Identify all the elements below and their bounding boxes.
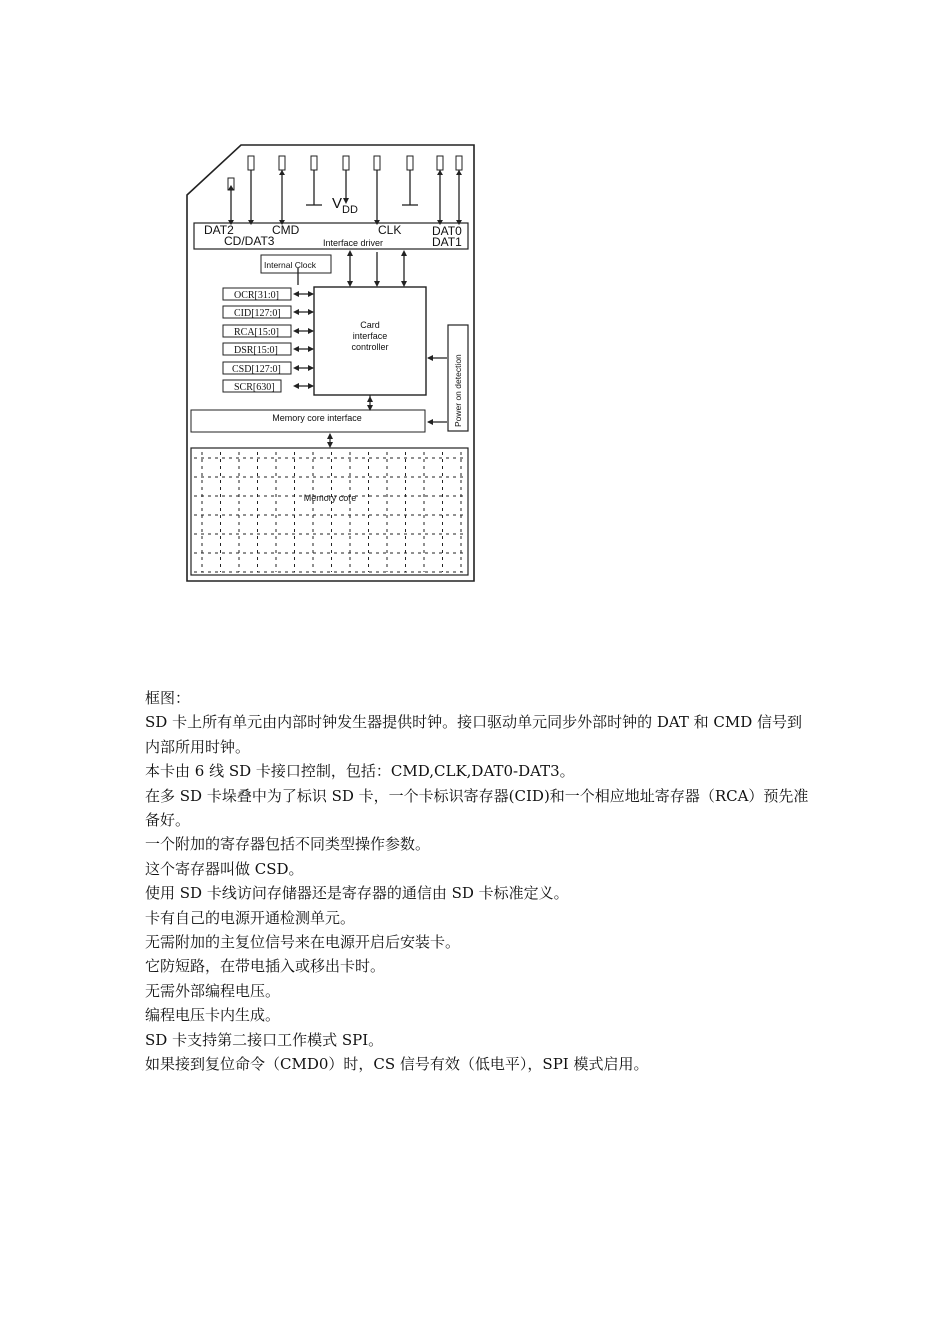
pin-arrows	[228, 170, 462, 225]
vdd-label: V	[332, 195, 343, 212]
pin-label-cd-dat3: CD/DAT3	[224, 234, 275, 248]
register-ocr: OCR[31:0]	[234, 290, 279, 301]
register-dsr: DSR[15:0]	[234, 345, 278, 356]
paragraph: 无需外部编程电压。	[145, 981, 281, 1000]
paragraph: 卡有自己的电源开通检测单元。	[145, 908, 356, 927]
paragraph: 一个附加的寄存器包括不同类型操作参数。	[145, 835, 431, 854]
interface-driver-label: Interface driver	[323, 238, 384, 248]
paragraph: SD 卡支持第二接口工作模式 SPI。	[145, 1030, 384, 1049]
pin-label-dat0: DAT0	[432, 224, 462, 238]
controller-label-2: interface	[352, 331, 388, 341]
register-boxes	[223, 288, 291, 392]
memory-core-label: Memory core	[303, 493, 357, 503]
controller-label-3: controller	[351, 342, 389, 352]
card-outline	[187, 145, 474, 581]
pin-contacts	[228, 156, 462, 190]
internal-clock-label: Internal Clock	[264, 260, 316, 270]
card-interface-controller-box	[314, 287, 426, 395]
pin-label-dat1: DAT1	[432, 235, 462, 249]
register-scr: SCR[630]	[234, 382, 275, 393]
paragraph: 如果接到复位命令（CMD0）时，CS 信号有效（低电平），SPI 模式启用。	[145, 1055, 649, 1074]
pin-label-cmd: CMD	[272, 223, 300, 237]
paragraph: 这个寄存器叫做 CSD。	[145, 859, 304, 878]
vdd-subscript: DD	[342, 204, 358, 216]
controller-label-1: Card	[360, 320, 380, 330]
power-detection-label: Power on detection	[453, 354, 463, 427]
paragraph: 无需附加的主复位信号来在电源开启后安装卡。	[145, 933, 461, 952]
pin-label-dat2: DAT2	[204, 223, 234, 237]
sd-card-block-diagram	[180, 140, 480, 585]
paragraph: 在多 SD 卡垛叠中为了标识 SD 卡，一个卡标识寄存器(CID)和一个相应地址寄存器（RCA）预先准备好。	[145, 786, 809, 830]
register-rca: RCA[15:0]	[234, 327, 279, 338]
pin-label-clk: CLK	[378, 223, 402, 237]
paragraph: 编程电压卡内生成。	[145, 1006, 281, 1025]
paragraph: 它防短路，在带电插入或移出卡时。	[145, 957, 386, 976]
document-body	[145, 686, 815, 1077]
register-links	[295, 294, 313, 386]
memory-core-box	[191, 448, 468, 575]
heading-block-diagram: 框图：	[145, 689, 191, 707]
memory-core-grid	[194, 452, 466, 572]
register-cid: CID[127:0]	[234, 308, 281, 319]
memory-interface-label: Memory core interface	[272, 413, 362, 423]
paragraph: 本卡由 6 线 SD 卡接口控制，包括：CMD,CLK,DAT0-DAT3。	[145, 762, 575, 781]
register-csd: CSD[127:0]	[232, 364, 281, 375]
paragraph: 使用 SD 卡线访问存储器还是寄存器的通信由 SD 卡标准定义。	[145, 884, 569, 903]
paragraph: SD 卡上所有单元由内部时钟发生器提供时钟。接口驱动单元同步外部时钟的 DAT 和 CMD 信号到内部所用时钟。	[145, 713, 803, 756]
